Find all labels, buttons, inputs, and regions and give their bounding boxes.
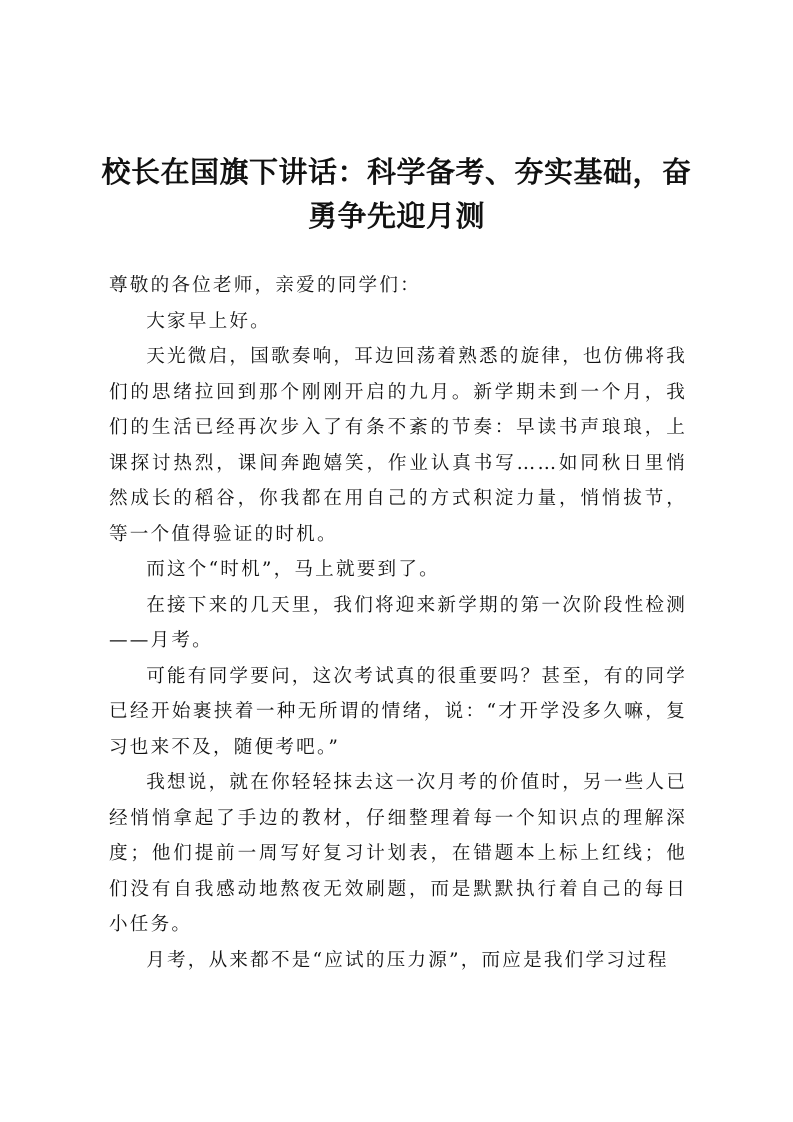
paragraph-meaning: 月考，从来都不是“应试的压力源”，而应是我们学习过程 (146, 949, 669, 971)
paragraph-preparation: 我想说，就在你轻轻抹去这一次月考的价值时，另一些人已经悄悄拿起了手边的教材，仔细整理着每一个知识点的理解深度；他们提前一周写好复习计划表，在错题本上标上红线；他们没有自我感动地熬夜无效刷题，而是默默执行着自己的每日小任务。 (109, 772, 687, 935)
paragraph-opening: 天光微启，国歌奏响，耳边回荡着熟悉的旋律，也仿佛将我们的思绪拉回到那个刚刚开启的九月。新学期未到一个月，我们的生活已经再次步入了有条不紊的节奏：早读书声琅琅，上课探讨热烈，课间奔跑嬉笑，作业认真书写……如同秋日里悄然成长的稻谷，你我都在用自己的方式积淀力量，悄悄拔节，等一个值得验证的时机。 (109, 346, 687, 545)
paragraph-timing: 而这个“时机”，马上就要到了。 (146, 559, 440, 580)
paragraph-monthly-exam: 在接下来的几天里，我们将迎来新学期的第一次阶段性检测——月考。 (109, 594, 687, 651)
paragraph-question: 可能有同学要问，这次考试真的很重要吗？甚至，有的同学已经开始裹挟着一种无所谓的情绪，说：“才开学没多久嘛，复习也来不及，随便考吧。” (109, 665, 687, 758)
paragraph-greeting: 大家早上好。 (146, 310, 271, 332)
document-title: 校长在国旗下讲话：科学备考、夯实基础，奋勇争先迎月测 (101, 155, 692, 233)
salutation: 尊敬的各位老师，亲爱的同学们： (109, 275, 421, 296)
document-body (109, 268, 687, 978)
